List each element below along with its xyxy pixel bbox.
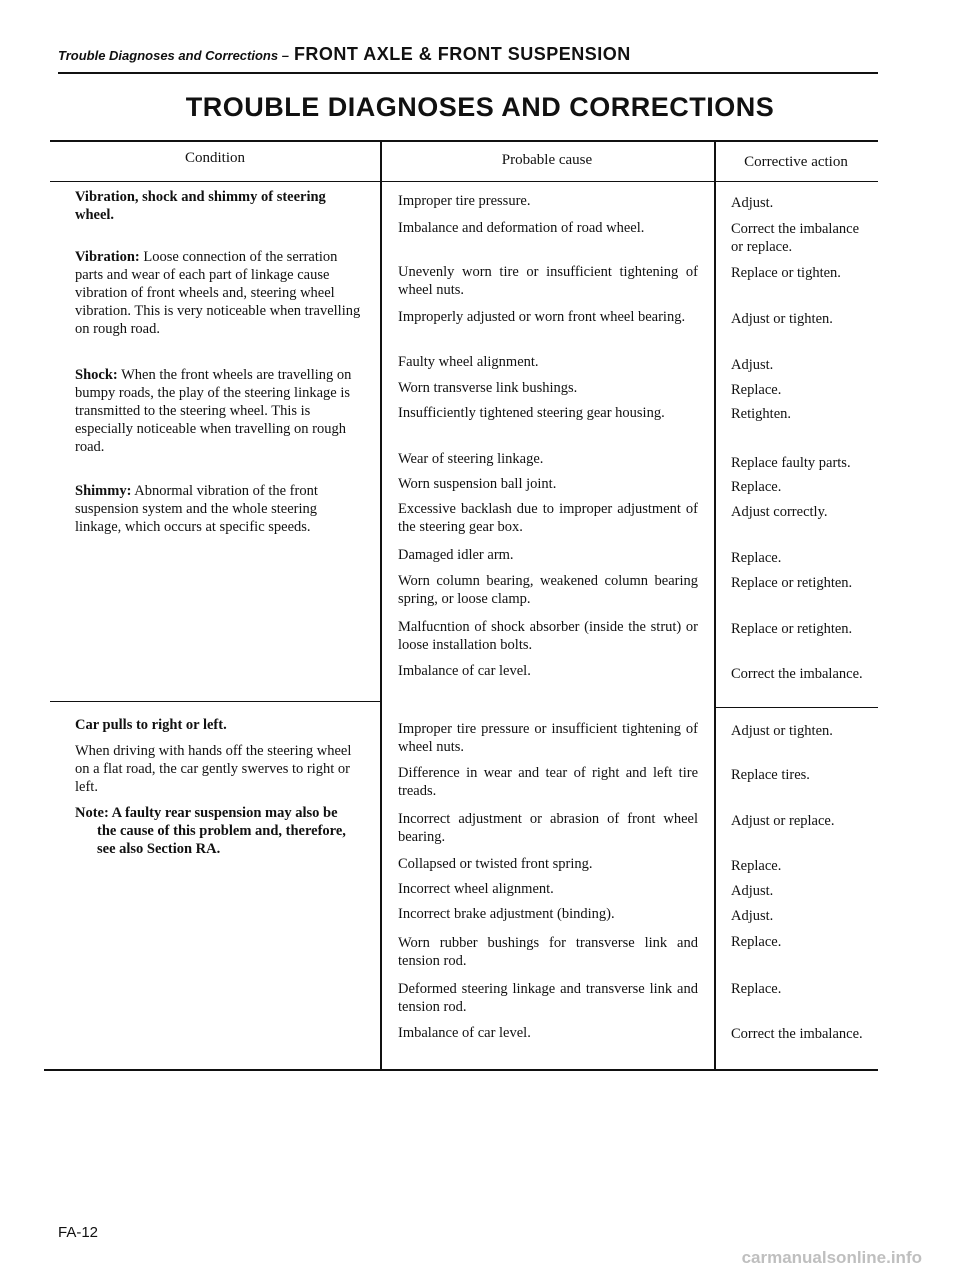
action-item: Replace faulty parts. (731, 455, 851, 471)
header-rule (58, 72, 878, 74)
cause-item: Incorrect wheel alignment. (398, 881, 554, 897)
cause-item: Incorrect brake adjustment (binding). (398, 906, 615, 922)
action-item: Adjust or tighten. (731, 311, 833, 327)
action-item: Replace. (731, 479, 782, 495)
action-item: Adjust or tighten. (731, 723, 833, 739)
cause-item: Difference in wear and tear of right and left tire treads. (398, 765, 698, 799)
action-item: Adjust. (731, 195, 774, 211)
header-section-title: FRONT AXLE & FRONT SUSPENSION (293, 44, 631, 64)
action-item: Replace. (731, 550, 782, 566)
column-header-cause: Probable cause (501, 152, 593, 168)
group-divider-right (714, 707, 878, 708)
column-header-condition: Condition (184, 150, 245, 166)
cause-item: Worn rubber bushings for transverse link and tension rod. (398, 935, 698, 969)
action-item: Adjust or replace. (731, 813, 835, 829)
action-item: Adjust. (731, 908, 774, 924)
condition-vibration-shock-shimmy (75, 188, 365, 224)
cause-item: Collapsed or twisted front spring. (398, 856, 593, 872)
condition-description: Loose connection of the serration parts and wear of each part of linkage cause vibration of front wheels and, steering wheel vibration. This is very noticeable when travelling on rough road. (75, 249, 361, 337)
action-item: Replace. (731, 934, 782, 950)
condition-term: Shimmy: (75, 483, 132, 499)
cause-item: Malfucntion of shock absorber (inside the strut) or loose installation bolts. (398, 619, 698, 653)
cause-item: Wear of steering linkage. (398, 451, 544, 467)
cause-item: Unevenly worn tire or insufficient tightening of wheel nuts. (398, 264, 698, 298)
page-number: FA-12 (58, 1224, 99, 1241)
table-header-rule (50, 181, 878, 182)
cause-item: Worn column bearing, weakened column bearing spring, or loose clamp. (398, 573, 698, 607)
cause-item: Incorrect adjustment or abrasion of front wheel bearing. (398, 811, 698, 845)
action-item: Retighten. (731, 406, 792, 422)
action-item: Adjust correctly. (731, 504, 828, 520)
group-divider-left (50, 701, 380, 702)
action-item: Correct the imbalance. (731, 1026, 863, 1042)
column-divider-1 (380, 140, 382, 1070)
action-item: Correct the imbalance. (731, 666, 863, 682)
column-header-action: Corrective action (744, 154, 848, 170)
column-divider-2 (714, 140, 716, 1070)
condition-title: Car pulls to right or left. (75, 717, 227, 733)
condition-description: When the front wheels are travelling on bumpy roads, the play of the steering linkage is transmitted to the steering wheel. This is especially noticeable when travelling on rough road. (75, 367, 352, 455)
page-title: TROUBLE DIAGNOSES AND CORRECTIONS (185, 92, 775, 122)
condition-title: Vibration, shock and shimmy of steering wheel. (75, 189, 326, 223)
condition-term: Shock: (75, 367, 118, 383)
action-item: Replace or tighten. (731, 265, 841, 281)
cause-item: Insufficiently tightened steering gear housing. (398, 405, 665, 421)
action-item: Replace. (731, 858, 782, 874)
note-line: the cause of this problem and, therefore, see also Section RA. (97, 823, 346, 857)
cause-item: Worn transverse link bushings. (398, 380, 578, 396)
action-item: Adjust. (731, 883, 774, 899)
action-item: Replace tires. (731, 767, 810, 783)
condition-vibration (75, 248, 365, 338)
cause-item: Improper tire pressure or insufficient tightening of wheel nuts. (398, 721, 698, 755)
condition-description: When driving with hands off the steering wheel on a flat road, the car gently swerves to right or left. (75, 743, 352, 795)
action-item: Replace or retighten. (731, 621, 853, 637)
action-item: Correct the imbalance or replace. (731, 221, 860, 255)
condition-shimmy (75, 482, 365, 536)
cause-item: Improperly adjusted or worn front wheel bearing. (398, 309, 686, 325)
note-label: Note: (75, 805, 109, 821)
condition-term: Vibration: (75, 249, 140, 265)
action-item: Replace. (731, 382, 782, 398)
condition-note (75, 804, 365, 858)
cause-item: Deformed steering linkage and transverse link and tension rod. (398, 981, 698, 1015)
cause-item: Imbalance of car level. (398, 1025, 531, 1041)
running-header (58, 44, 878, 65)
action-item: Replace or retighten. (731, 575, 853, 591)
cause-item: Faulty wheel alignment. (398, 354, 539, 370)
watermark: carmanualsonline.info (741, 1248, 922, 1267)
header-section-italic: Trouble Diagnoses and Corrections – (58, 48, 289, 63)
condition-shock (75, 366, 365, 456)
table-top-rule (50, 140, 878, 142)
note-line: A faulty rear suspension may also be (111, 805, 338, 821)
cause-item: Worn suspension ball joint. (398, 476, 557, 492)
condition-car-pulls (75, 716, 365, 858)
cause-item: Damaged idler arm. (398, 547, 514, 563)
cause-item: Excessive backlash due to improper adjustment of the steering gear box. (398, 501, 698, 535)
table-bottom-rule (44, 1069, 878, 1071)
action-item: Adjust. (731, 357, 774, 373)
condition-description: Abnormal vibration of the front suspension system and the whole steering linkage, which occurs at specific speeds. (75, 483, 318, 535)
cause-item: Improper tire pressure. (398, 193, 531, 209)
cause-item: Imbalance and deformation of road wheel. (398, 220, 645, 236)
cause-item: Imbalance of car level. (398, 663, 531, 679)
action-item: Replace. (731, 981, 782, 997)
